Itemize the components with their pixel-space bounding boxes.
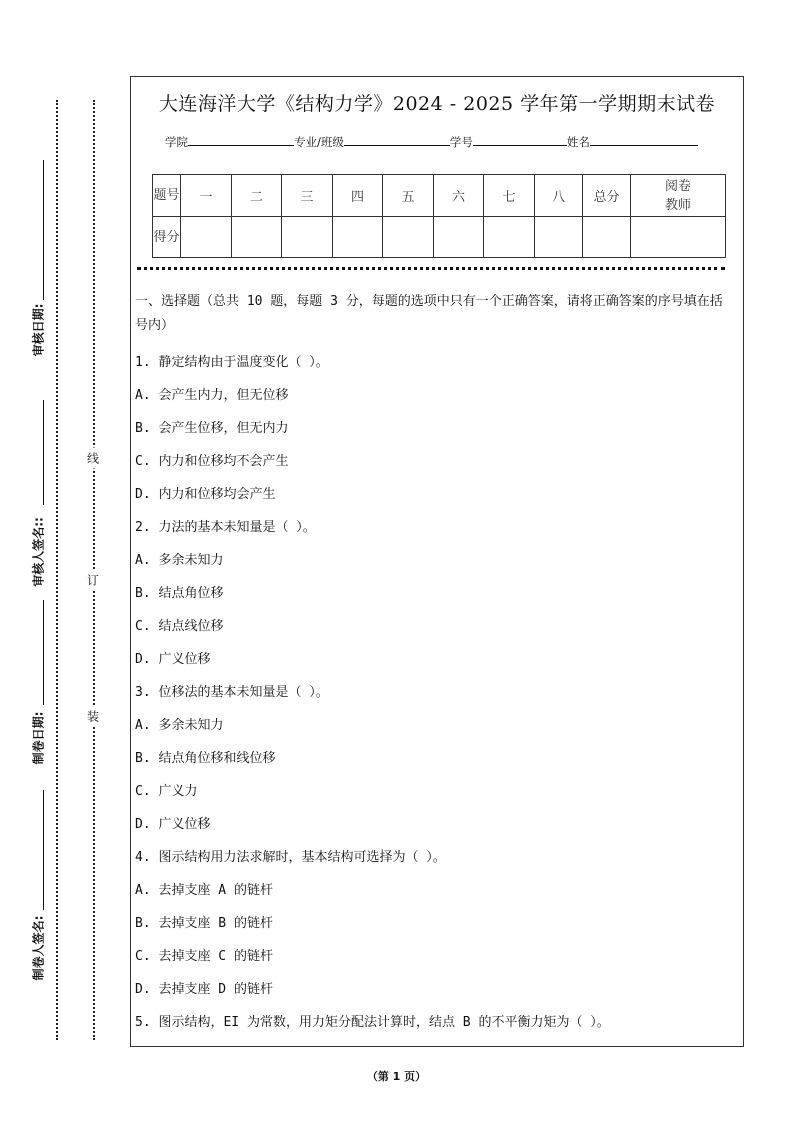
option-line: C. 内力和位移均不会产生: [135, 454, 289, 469]
score-cell-2[interactable]: [232, 217, 282, 258]
score-row-label: 得分: [153, 217, 181, 258]
question-1: 1. 静定结构由于温度变化（ ）。: [135, 355, 329, 370]
section-heading: 一、选择题（总共 10 题，每题 3 分，每题的选项中只有一个正确答案，请将正确答案的序号填在括号内）: [135, 294, 723, 333]
reviewer-sign-label: 审核人签名::: [31, 517, 46, 587]
option-line: C. 广义力: [135, 784, 198, 799]
option-line: A. 多余未知力: [135, 553, 224, 568]
score-cell-3[interactable]: [282, 217, 333, 258]
score-cell-8[interactable]: [535, 217, 583, 258]
score-table: [152, 174, 726, 258]
score-table-header-row: [153, 175, 726, 217]
option-line: B. 结点角位移和线位移: [135, 751, 276, 766]
question-5: 5. 图示结构，EI 为常数，用力矩分配法计算时，结点 B 的不平衡力矩为（ ）。: [135, 1015, 610, 1030]
option-line: D. 广义位移: [135, 817, 211, 832]
bind-char-xian: 线: [87, 448, 99, 469]
score-cell-5[interactable]: [383, 217, 434, 258]
option-line: D. 内力和位移均会产生: [135, 487, 276, 502]
review-date-line: [43, 160, 44, 300]
header-cell-8: 八: [535, 175, 583, 217]
student-info-row: [165, 133, 698, 150]
question-4: 4. 图示结构用力法求解时，基本结构可选择为（ ）。: [135, 850, 446, 865]
score-table-score-row: [153, 217, 726, 258]
reviewer-sign-line: [43, 400, 44, 505]
review-date-label: 审核日期:: [31, 303, 46, 357]
make-date-label: 制卷日期:: [31, 711, 46, 765]
header-cell-6: 六: [434, 175, 484, 217]
option-line: A. 多余未知力: [135, 718, 224, 733]
question-3: 3. 位移法的基本未知量是（ ）。: [135, 685, 329, 700]
option-line: D. 去掉支座 D 的链杆: [135, 982, 273, 997]
binding-margin: [0, 0, 70, 1122]
option-line: C. 去掉支座 C 的链杆: [135, 949, 273, 964]
student-id-blank[interactable]: [473, 133, 567, 146]
maker-sign-line: [43, 790, 44, 910]
exam-title: 大连海洋大学《结构力学》2024 - 2025 学年第一学期期末试卷: [158, 93, 716, 115]
college-label: 学院: [165, 135, 188, 149]
option-line: A. 会产生内力，但无位移: [135, 388, 289, 403]
header-cell-3: 三: [282, 175, 333, 217]
maker-sign-label: 制卷人签名:: [31, 915, 46, 981]
bind-char-ding: 订: [87, 570, 99, 591]
header-cell-1: 一: [181, 175, 232, 217]
header-cell-2: 二: [232, 175, 282, 217]
question-2: 2. 力法的基本未知量是（ ）。: [135, 520, 316, 535]
college-blank[interactable]: [188, 133, 294, 146]
name-blank[interactable]: [590, 133, 698, 146]
header-cell-grader: 阅卷教师: [631, 175, 726, 217]
option-line: A. 去掉支座 A 的链杆: [135, 883, 273, 898]
name-label: 姓名: [566, 135, 590, 149]
score-cell-4[interactable]: [333, 217, 383, 258]
score-cell-6[interactable]: [434, 217, 484, 258]
option-line: B. 去掉支座 B 的链杆: [135, 916, 273, 931]
exam-frame: [130, 76, 744, 1047]
header-cell-total: 总分: [583, 175, 631, 217]
bind-char-zhuang: 装: [87, 706, 99, 727]
student-id-label: 学号: [449, 135, 473, 149]
header-cell-4: 四: [333, 175, 383, 217]
option-line: C. 结点线位移: [135, 619, 224, 634]
option-line: B. 会产生位移，但无内力: [135, 421, 289, 436]
section-divider: [137, 267, 725, 270]
score-cell-7[interactable]: [484, 217, 535, 258]
page-number: （第 1 页）: [366, 1070, 427, 1083]
major-class-blank[interactable]: [344, 133, 450, 146]
header-cell-label: 题号: [153, 175, 181, 217]
score-cell-1[interactable]: [181, 217, 232, 258]
header-cell-5: 五: [383, 175, 434, 217]
question-content: [135, 290, 735, 1039]
header-cell-7: 七: [484, 175, 535, 217]
option-line: D. 广义位移: [135, 652, 211, 667]
make-date-line: [43, 600, 44, 705]
score-cell-grader[interactable]: [631, 217, 726, 258]
score-cell-total[interactable]: [583, 217, 631, 258]
dotted-line-outer: [56, 100, 58, 1040]
option-line: B. 结点角位移: [135, 586, 224, 601]
major-class-label: 专业/班级: [294, 135, 344, 149]
